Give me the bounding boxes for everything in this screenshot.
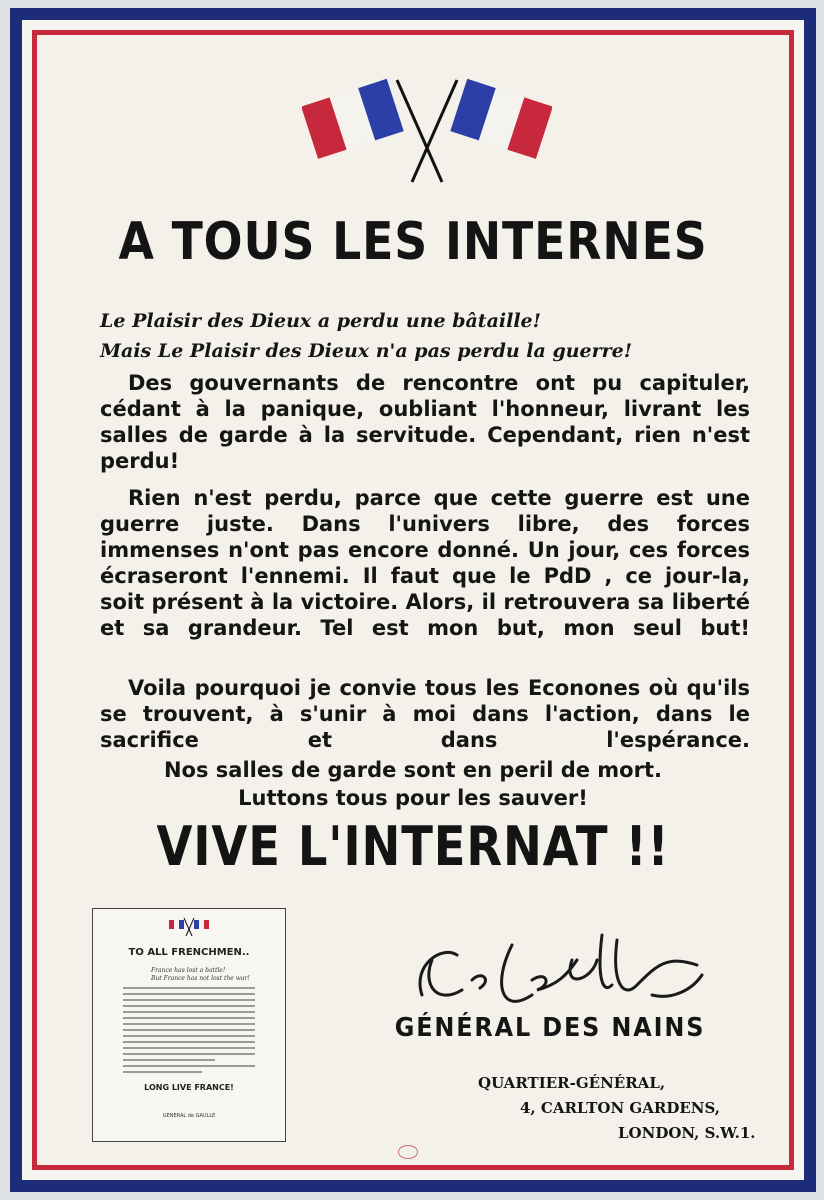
- subheading-2: Mais Le Plaisir des Dieux n'a pas perdu la guerre!: [100, 340, 633, 362]
- inset-flags-icon: [167, 915, 211, 937]
- printer-stamp: [398, 1145, 418, 1159]
- signature: [402, 925, 732, 1025]
- inset-subheading-1: France has lost a battle!: [151, 967, 226, 974]
- address-line-2: 4, CARLTON GARDENS,: [520, 1099, 720, 1117]
- crossed-french-flags-icon: [302, 60, 552, 185]
- inset-general: GENERAL de GAULLE: [162, 1113, 216, 1119]
- paragraph-1: Des gouvernants de rencontre ont pu capituler, cédant à la panique, oubliant l'honneur, livrant les salles de garde à la servitude. Cependant, rien n'est perdu!: [100, 371, 750, 473]
- paragraph-4: Nos salles de garde sont en peril de mort.: [163, 758, 662, 782]
- inset-original-poster: [92, 908, 286, 1142]
- signatory-title: GÉNÉRAL DES NAINS: [394, 1013, 706, 1043]
- paragraph-5: Luttons tous pour les sauver!: [238, 786, 588, 810]
- headline: A TOUS LES INTERNES: [118, 212, 708, 272]
- address-line-1: QUARTIER-GÉNÉRAL,: [478, 1074, 666, 1092]
- inset-body-text: [123, 987, 255, 1077]
- subheading-1: Le Plaisir des Dieux a perdu une bâtaille!: [100, 310, 541, 332]
- inset-title: TO ALL FRENCHMEN..: [128, 947, 250, 958]
- inset-subheading-2: But France has not lost the war!: [151, 975, 250, 982]
- closing-slogan: VIVE L'INTERNAT !!: [156, 815, 670, 878]
- inset-footer: LONG LIVE FRANCE!: [144, 1083, 234, 1092]
- address-line-3: LONDON, S.W.1.: [618, 1124, 756, 1142]
- paragraph-3: Voila pourquoi je convie tous les Econones où qu'ils se trouvent, à s'unir à moi dans l'action, dans le sacrifice et dans l'espérance.: [100, 676, 750, 752]
- paragraph-2: Rien n'est perdu, parce que cette guerre est une guerre juste. Dans l'univers libre, des forces immenses n'ont pas encore donné. Un jour, ces forces écraseront l'ennemi. Il faut que le PdD , ce jour-la, soit présent à la victoire. Alors, il retrouvera sa liberté et sa grandeur. Tel est mon but, mon seul but!: [100, 486, 750, 640]
- poster: [10, 8, 816, 1192]
